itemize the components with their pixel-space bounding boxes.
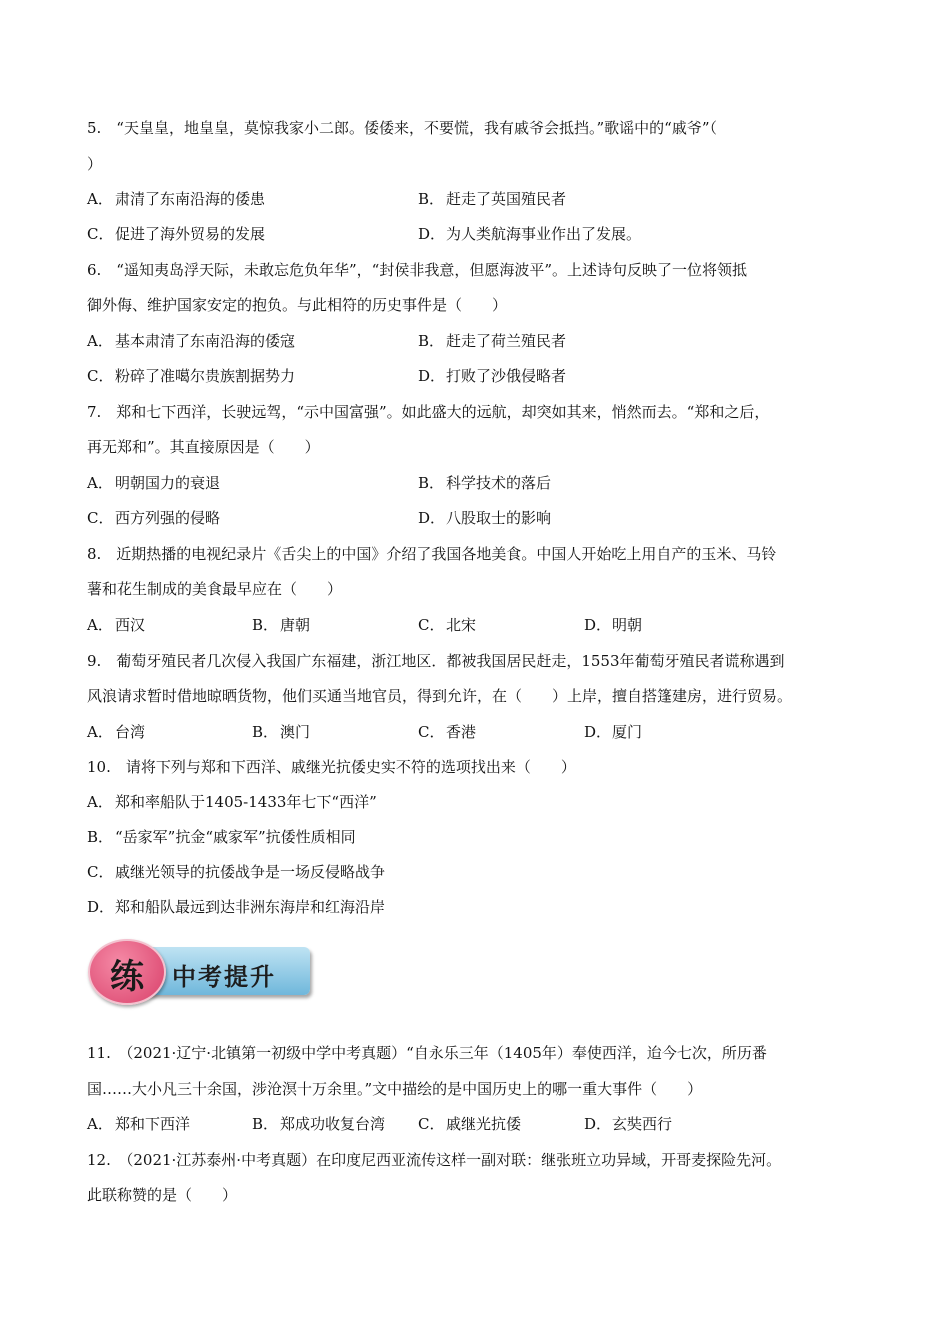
question-11-option-a: A． 郑和下西洋 (87, 1115, 191, 1133)
question-11-stem-line-1: 11. （2021·辽宁·北镇第一初级中学中考真题）“自永乐三年（1405年）奉使西洋，迨今七次，所历番 (87, 1044, 767, 1062)
question-9-option-b: B． 澳门 (252, 723, 311, 741)
question-9-stem-line-1: 9. 葡萄牙殖民者几次侵入我国广东福建，浙江地区．都被我国居民赶走，1553年葡萄牙殖民者谎称遇到 (87, 652, 785, 670)
question-9-option-a: A． 台湾 (87, 723, 146, 741)
question-8-option-a: A． 西汉 (87, 616, 146, 634)
question-11-stem-line-2: 国……大小凡三十余国，涉沧溟十万余里。”文中描绘的是中国历史上的哪一重大事件（ ） (87, 1080, 703, 1098)
question-7-stem-line-2: 再无郑和”。其直接原因是（ ） (87, 438, 320, 456)
question-5-option-a: A． 肃清了东南沿海的倭患 (87, 190, 266, 208)
question-8-stem-line-1: 8. 近期热播的电视纪录片《舌尖上的中国》介绍了我国各地美食。中国人开始吃上用自产的玉米、马铃 (87, 545, 777, 563)
question-11-option-d: D．玄奘西行 (584, 1115, 673, 1133)
question-6-stem-line-1: 6. “遥知夷岛浮天际，未敢忘危负年华”，“封侯非我意，但愿海波平”。上述诗句反映了一位将领抵 (87, 261, 747, 279)
question-8-option-d: D．明朝 (584, 616, 643, 634)
question-10-option-a: A． 郑和率船队于1405-1433年七下“西洋” (87, 793, 377, 811)
question-10-option-b: B． “岳家军”抗金“戚家军”抗倭性质相同 (87, 828, 356, 846)
question-5-option-b: B． 赶走了英国殖民者 (418, 190, 567, 208)
question-7-option-c: C． 西方列强的侵略 (87, 509, 221, 527)
question-8-option-c: C． 北宋 (418, 616, 477, 634)
question-6-option-d: D．打败了沙俄侵略者 (418, 367, 567, 385)
question-12-stem-line-1: 12. （2021·江苏泰州·中考真题）在印度尼西亚流传这样一副对联：继张班立功异域，开哥麦探险先河。 (87, 1151, 782, 1169)
question-6-option-c: C． 粉碎了准噶尔贵族割据势力 (87, 367, 296, 385)
question-5-stem-line-2: ） (87, 155, 103, 173)
question-10-option-d: D．郑和船队最远到达非洲东海岸和红海沿岸 (87, 898, 386, 916)
question-5-stem-line-1: 5. “天皇皇，地皇皇，莫惊我家小二郎。倭倭来，不要慌，我有戚爷会抵挡。”歌谣中的“戚爷”（ (87, 119, 717, 137)
banner-title: 中考提升 (172, 963, 276, 991)
question-7-option-a: A． 明朝国力的衰退 (87, 474, 221, 492)
question-7-option-d: D．八股取士的影响 (418, 509, 552, 527)
question-8-stem-line-2: 薯和花生制成的美食最早应在（ ） (87, 580, 343, 598)
question-7-stem-line-1: 7. 郑和七下西洋，长驶远驾，“示中国富强”。如此盛大的远航，却突如其来，悄然而去。“郑和之后， (87, 403, 770, 421)
question-8-option-b: B． 唐朝 (252, 616, 311, 634)
banner-glyph: 练 (110, 957, 144, 997)
banner-badge (88, 939, 166, 1005)
question-12-stem-line-2: 此联称赞的是（ ） (87, 1186, 238, 1204)
question-11-option-b: B． 郑成功收复台湾 (252, 1115, 386, 1133)
question-9-option-d: D．厦门 (584, 723, 643, 741)
question-11-option-c: C． 戚继光抗倭 (418, 1115, 522, 1133)
question-5-option-d: D．为人类航海事业作出了发展。 (418, 225, 642, 243)
question-10-option-c: C． 戚继光领导的抗倭战争是一场反侵略战争 (87, 863, 386, 881)
question-9-stem-line-2: 风浪请求暂时借地晾晒货物，他们买通当地官员，得到允许，在（ ）上岸，擅自搭篷建房，进行贸易。 (87, 687, 793, 705)
question-6-option-a: A． 基本肃清了东南沿海的倭寇 (87, 332, 296, 350)
question-10-stem-line-1: 10. 请将下列与郑和下西洋、戚继光抗倭史实不符的选项找出来（ ） (87, 758, 576, 776)
question-6-option-b: B． 赶走了荷兰殖民者 (418, 332, 567, 350)
question-7-option-b: B． 科学技术的落后 (418, 474, 552, 492)
question-6-stem-line-2: 御外侮、维护国家安定的抱负。与此相符的历史事件是（ ） (87, 296, 508, 314)
question-9-option-c: C． 香港 (418, 723, 477, 741)
question-5-option-c: C． 促进了海外贸易的发展 (87, 225, 266, 243)
section-banner (88, 939, 312, 1001)
